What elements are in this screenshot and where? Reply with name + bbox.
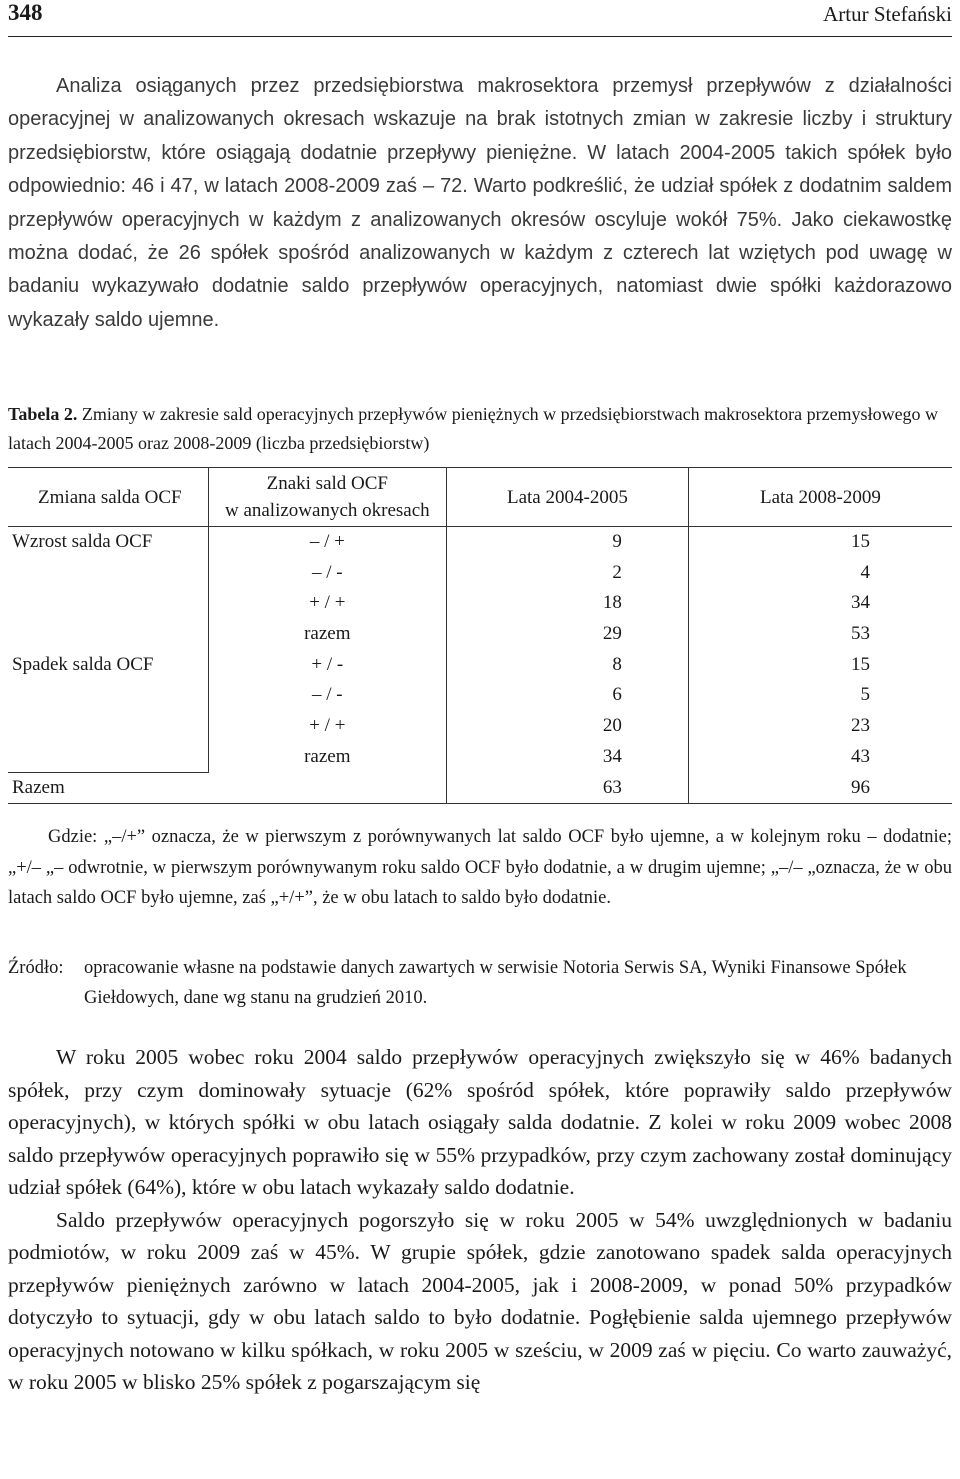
row-group-label	[8, 558, 208, 589]
row-value-2008-2009: 96	[688, 772, 952, 804]
table-row	[8, 711, 952, 742]
table-note: Gdzie: „–/+” oznacza, że w pierwszym z porównywanych lat saldo OCF było ujemne, a w kolejnym roku – dodatnie; „+/– „– odwrotnie, w pierwszym porównywanym roku saldo OCF było dodatnie, a w drugim ujemne; „–/– „oznacza, że w obu latach saldo OCF było ujemne, zaś „+/+”, że w obu latach to saldo było dodatnie.	[8, 827, 952, 908]
row-value-2004-2005: 8	[447, 649, 689, 680]
paragraph-saldo-pogorszylo: Saldo przepływów operacyjnych pogorszyło się w roku 2005 w 54% uwzględnionych w badaniu podmiotów, w roku 2009 zaś w 45%. W grupie spółek, gdzie zanotowano spadek salda operacyjnych przepływów pieniężnych zarówno w latach 2004-2005, jak i 2008-2009, w ponad 50% przypadków dotyczyło to sytuacji, gdy w obu latach saldo to było dodatnie. Pogłębienie salda ujemnego przepływów operacyjnych notowano w kilku spółkach, w roku 2005 w sześciu, w 2009 zaś w pięciu. Co warto zauważyć, w roku 2005 w blisko 25% spółek z pogarszającym się	[8, 1207, 952, 1394]
row-value-2004-2005: 6	[447, 680, 689, 711]
table-row	[8, 619, 952, 650]
row-sign: + / -	[208, 649, 446, 680]
table-row	[8, 741, 952, 772]
row-group-label: Wzrost salda OCF	[12, 531, 153, 553]
header-znaki-line1: Znaki sald OCF	[266, 473, 388, 494]
table-row	[8, 649, 952, 680]
body-text	[8, 1041, 952, 1399]
row-value-2008-2009: 4	[688, 558, 952, 589]
header-lata-2004-2005: Lata 2004-2005	[447, 468, 689, 527]
table-header-row	[8, 468, 952, 527]
header-znaki-sald	[208, 468, 446, 527]
row-value-2008-2009: 15	[688, 527, 952, 558]
table-caption-text: Zmiany w zakresie sald operacyjnych przepływów pieniężnych w przedsiębiorstwach makrosektora przemysłowego w latach 2004-2005 oraz 2008-2009 (liczba przedsiębiorstw)	[8, 404, 939, 453]
row-sign: + / +	[208, 711, 446, 742]
row-value-2008-2009: 34	[688, 588, 952, 619]
row-group-label: Razem	[12, 777, 65, 799]
row-sign	[208, 772, 446, 804]
table-row	[8, 680, 952, 711]
ocf-changes-table	[8, 467, 952, 804]
row-group-label	[8, 741, 208, 772]
table-row-total	[8, 772, 952, 804]
table-caption-label: Tabela 2.	[8, 404, 78, 424]
row-value-2008-2009: 53	[688, 619, 952, 650]
row-sign: – / -	[208, 558, 446, 589]
row-sign: razem	[208, 741, 446, 772]
row-value-2004-2005: 2	[447, 558, 689, 589]
row-value-2008-2009: 5	[688, 680, 952, 711]
row-sign: + / +	[208, 588, 446, 619]
row-value-2008-2009: 15	[688, 649, 952, 680]
row-value-2008-2009: 43	[688, 741, 952, 772]
row-value-2004-2005: 29	[447, 619, 689, 650]
row-group-label	[8, 619, 208, 650]
table-row	[8, 588, 952, 619]
header-zmiana-salda: Zmiana salda OCF	[38, 486, 182, 508]
header-lata-2008-2009: Lata 2008-2009	[688, 468, 952, 527]
table-row	[8, 527, 952, 558]
row-value-2004-2005: 63	[447, 772, 689, 804]
row-group-label	[8, 711, 208, 742]
source-text: opracowanie własne na podstawie danych zawartych w serwisie Notoria Serwis SA, Wyniki Finansowe Spółek Giełdowych, dane wg stanu na grudzień 2010.	[84, 958, 907, 1008]
table-caption	[8, 400, 952, 458]
running-header-author: Artur Stefański	[823, 2, 952, 26]
row-group-label	[8, 680, 208, 711]
row-value-2004-2005: 34	[447, 741, 689, 772]
intro-paragraph: Analiza osiąganych przez przedsiębiorstwa makrosektora przemysł przepływów z działalności operacyjnej w analizowanych okresach wskazuje na brak istotnych zmian w zakresie liczby i struktury przedsiębiorstw, które osiągają dodatnie przepływy pieniężne. W latach 2004-2005 takich spółek było odpowiednio: 46 i 47, w latach 2008-2009 zaś – 72. Warto podkreślić, że udział spółek z dodatnim saldem przepływów operacyjnych w każdym z analizowanych okresów oscyluje wokół 75%. Jako ciekawostkę można dodać, że 26 spółek spośród analizowanych w każdym z czterech lat wziętych pod uwagę w badaniu wykazywało dodatnie saldo przepływów operacyjnych, natomiast dwie spółki każdorazowo wykazały saldo ujemne.	[8, 75, 952, 331]
row-sign: – / +	[208, 527, 446, 558]
row-value-2004-2005: 18	[447, 588, 689, 619]
document-page	[8, 0, 952, 1394]
row-sign: razem	[208, 619, 446, 650]
running-header	[8, 0, 952, 37]
row-group-label	[8, 588, 208, 619]
paragraph-2005-vs-2004: W roku 2005 wobec roku 2004 saldo przepływów operacyjnych zwiększyło się w 46% badanych spółek, przy czym dominowały sytuacje (62% spośród spółek, które poprawiły saldo przepływów operacyjnych), w których spółki w obu latach osiągały salda dodatnie. Z kolei w roku 2009 wobec 2008 saldo przepływów operacyjnych poprawiło się w 55% przypadków, przy czym zachowany został dominujący udział spółek (64%), które w obu latach wykazały saldo dodatnie.	[8, 1045, 952, 1199]
table-source	[8, 953, 952, 1013]
row-value-2004-2005: 9	[447, 527, 689, 558]
row-value-2004-2005: 20	[447, 711, 689, 742]
row-group-label: Spadek salda OCF	[12, 653, 154, 675]
source-label: Źródło:	[8, 958, 64, 978]
page-number: 348	[8, 0, 43, 25]
table-row	[8, 558, 952, 589]
row-value-2008-2009: 23	[688, 711, 952, 742]
row-sign: – / -	[208, 680, 446, 711]
header-znaki-line2: w analizowanych okresach	[224, 500, 430, 521]
